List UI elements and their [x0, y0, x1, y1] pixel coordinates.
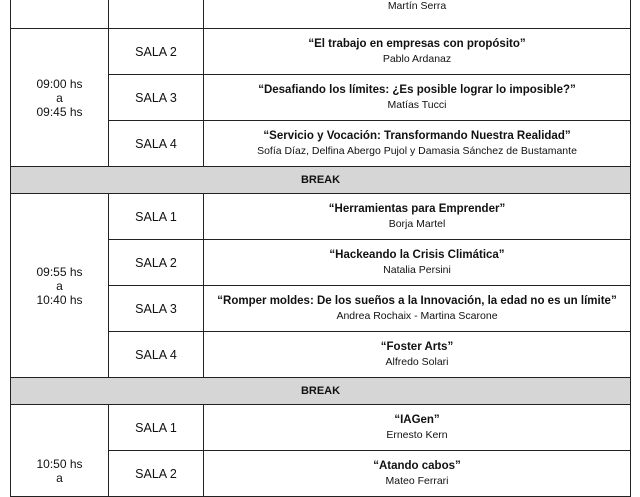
talk-speaker: Ernesto Kern — [386, 429, 448, 441]
schedule-table — [10, 0, 630, 497]
schedule-grid — [10, 0, 631, 497]
break-row — [11, 378, 631, 405]
talk-speaker: Alfredo Solari — [385, 356, 449, 368]
session-row — [11, 194, 631, 240]
time-end: 09:45 hs — [36, 104, 83, 119]
talk-cell — [204, 29, 631, 75]
talk-title: “Romper moldes: De los sueños a la Innovación, la edad no es un límite” — [217, 295, 617, 307]
talk-title: “Desafiando los límites: ¿Es posible lograr lo imposible?” — [258, 84, 576, 96]
time-slot — [11, 29, 109, 167]
room-label: SALA 2 — [109, 240, 204, 286]
talk-cell — [204, 240, 631, 286]
time-slot — [11, 194, 109, 378]
time-separator: a — [56, 470, 63, 485]
talk-cell — [204, 332, 631, 378]
time-separator: a — [56, 278, 63, 293]
session-row — [11, 29, 631, 75]
talk-title: “Foster Arts” — [380, 341, 454, 353]
session-row — [11, 405, 631, 451]
talk-cell — [204, 75, 631, 121]
talk-title: “Atando cabos” — [373, 460, 461, 472]
talk-title: “IAGen” — [394, 414, 440, 426]
talk-cell — [204, 451, 631, 497]
talk-cell — [204, 194, 631, 240]
talk-title: “Hackeando la Crisis Climática” — [329, 249, 505, 261]
room-label: SALA 4 — [109, 121, 204, 167]
time-start: 09:55 hs — [36, 264, 83, 279]
talk-cell — [204, 405, 631, 451]
talk-speaker: Matías Tucci — [387, 99, 447, 111]
room-label: SALA 1 — [109, 194, 204, 240]
talk-title: “El trabajo en empresas con propósito” — [308, 38, 526, 50]
time-start: 09:00 hs — [36, 76, 83, 91]
room-label: SALA 2 — [109, 451, 204, 497]
talk-speaker: Mateo Ferrari — [385, 475, 449, 487]
room-label: SALA 4 — [109, 332, 204, 378]
time-separator: a — [56, 90, 63, 105]
room-label: SALA 2 — [109, 29, 204, 75]
time-start: 10:50 hs — [36, 456, 83, 471]
talk-title: “Servicio y Vocación: Transformando Nuestra Realidad” — [263, 130, 571, 142]
talk-cell — [204, 121, 631, 167]
room-label — [109, 0, 204, 29]
talk-speaker: Andrea Rochaix - Martina Scarone — [336, 310, 498, 322]
talk-title: “Herramientas para Emprender” — [328, 203, 506, 215]
room-label: SALA 3 — [109, 286, 204, 332]
talk-cell — [204, 0, 631, 29]
room-label: SALA 3 — [109, 75, 204, 121]
session-row — [11, 0, 631, 29]
talk-speaker: Sofía Díaz, Delfina Abergo Pujol y Damasia Sánchez de Bustamante — [257, 145, 577, 157]
room-label: SALA 1 — [109, 405, 204, 451]
talk-speaker: Borja Martel — [388, 218, 446, 230]
break-label: BREAK — [11, 167, 631, 194]
talk-speaker: Martín Serra — [387, 0, 447, 12]
time-end: 10:40 hs — [36, 292, 83, 307]
talk-speaker: Natalia Persini — [383, 264, 451, 276]
talk-cell — [204, 286, 631, 332]
break-label: BREAK — [11, 378, 631, 405]
time-slot — [11, 405, 109, 497]
talk-speaker: Pablo Ardanaz — [382, 53, 452, 65]
break-row — [11, 167, 631, 194]
time-slot — [11, 0, 109, 29]
